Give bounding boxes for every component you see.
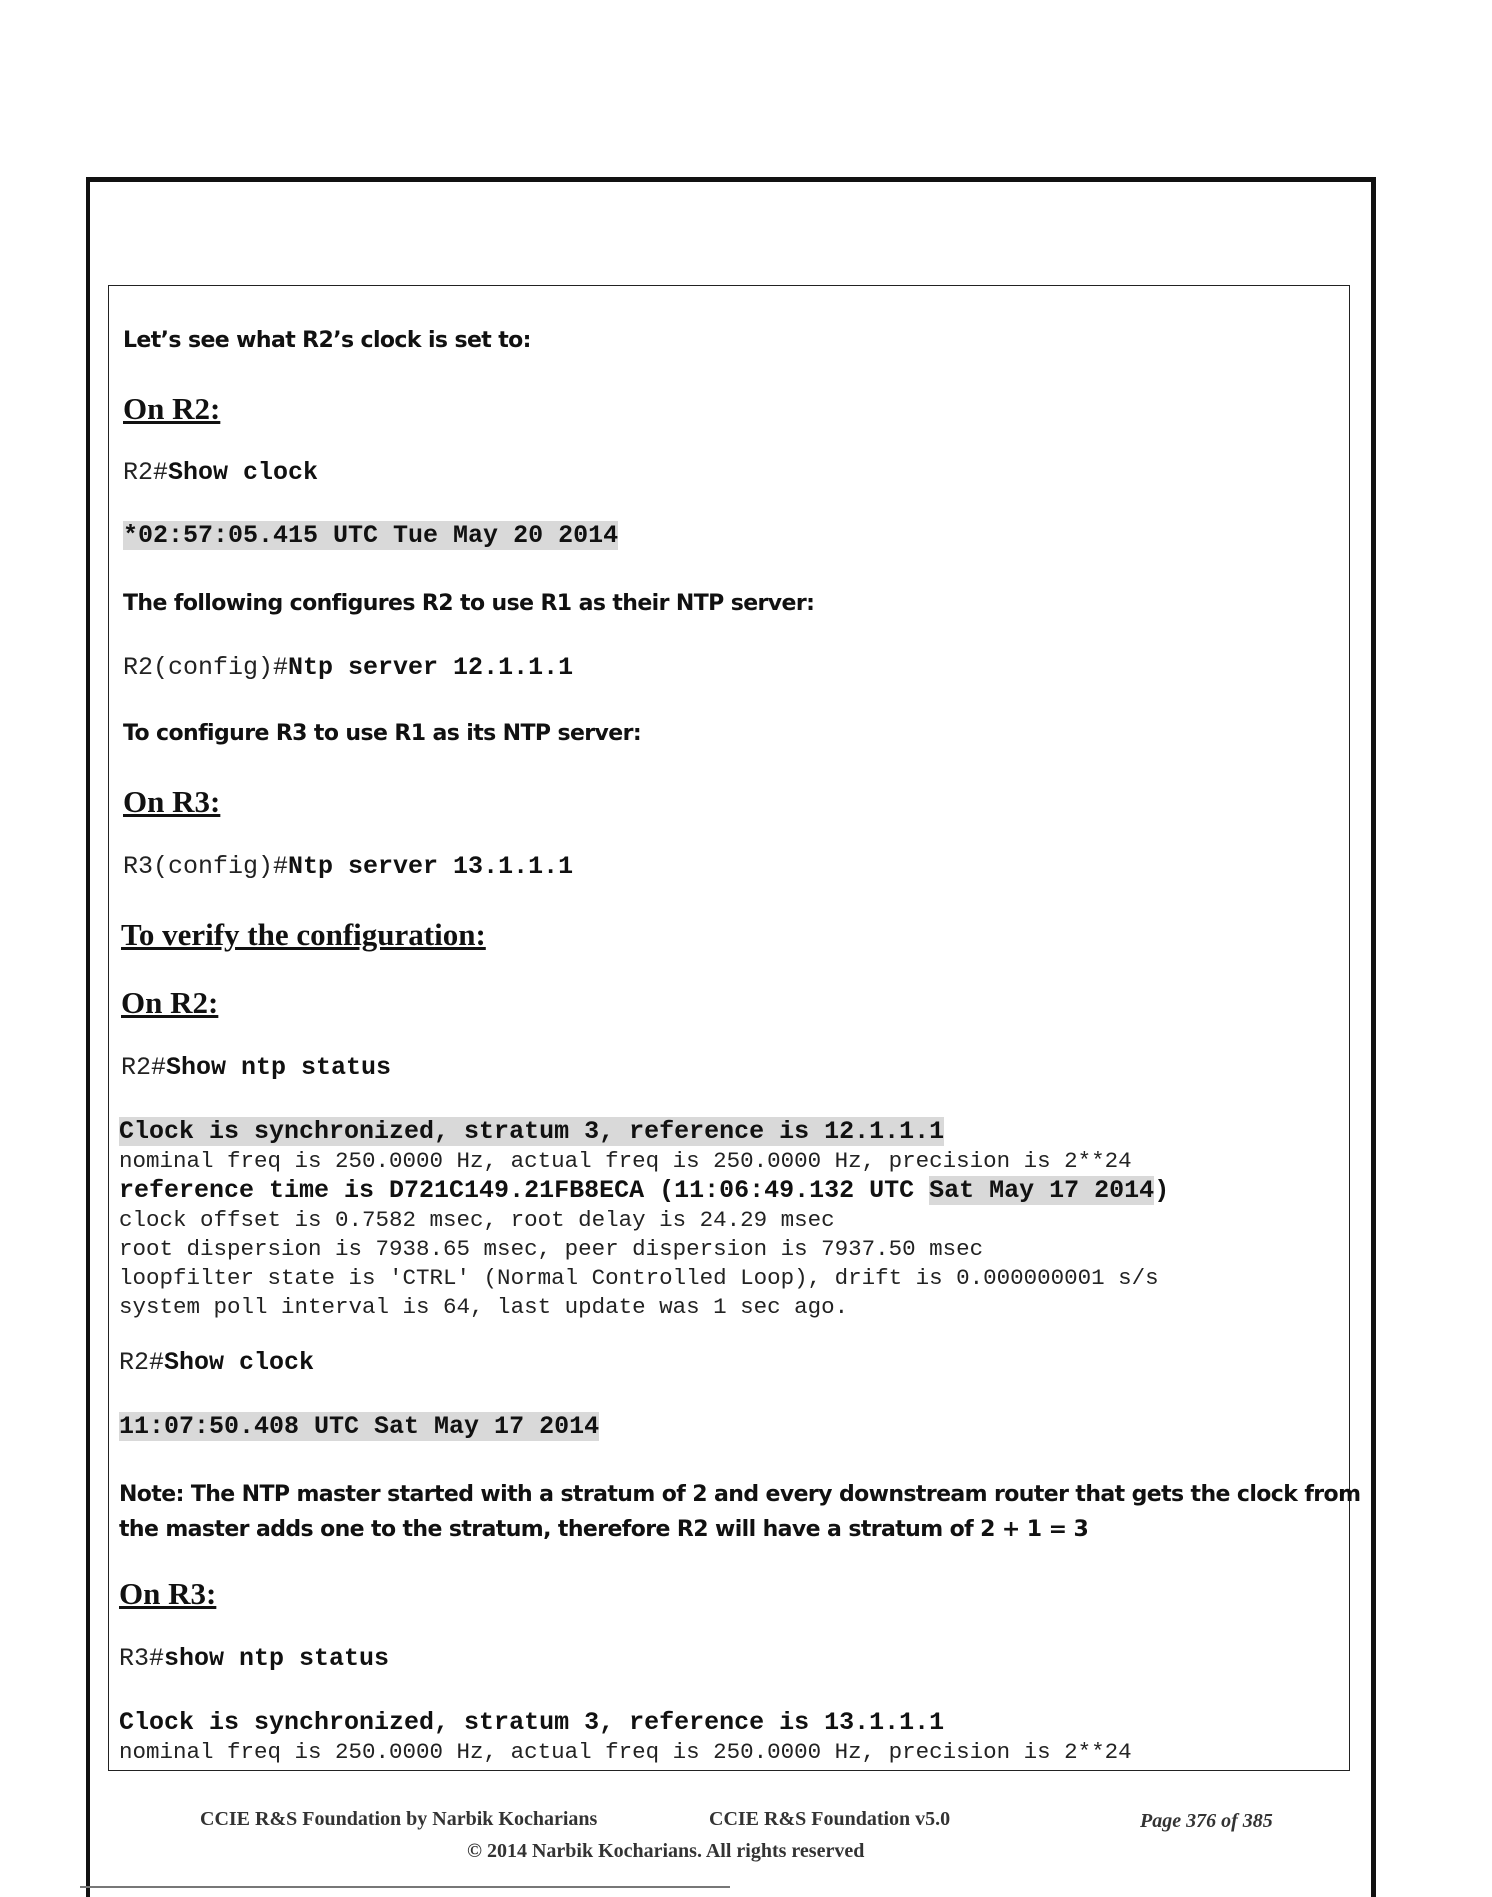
- intro-text: Let’s see what R2’s clock is set to:: [123, 328, 531, 353]
- content-box: [108, 285, 1350, 1771]
- command: show ntp status: [164, 1644, 390, 1673]
- heading-verify: To verify the configuration:: [121, 917, 486, 952]
- ntp-line: clock offset is 0.7582 msec, root delay is 24.29 msec: [119, 1207, 835, 1233]
- ntp-line: reference time is D721C149.21FB8ECA (11:06:49.132 UTC: [119, 1176, 930, 1205]
- clock-output: 11:07:50.408 UTC Sat May 17 2014: [119, 1412, 600, 1441]
- footer-copyright: © 2014 Narbik Kocharians. All rights reserved: [467, 1840, 865, 1862]
- note-line-1: Note: The NTP master started with a stratum of 2 and every downstream router that gets the clock from: [119, 1482, 1361, 1507]
- text-configure-r3: To configure R3 to use R1 as its NTP server:: [123, 721, 642, 746]
- r2-ntp-status-output: [119, 1117, 1169, 1322]
- ntp-line: nominal freq is 250.0000 Hz, actual freq is 250.0000 Hz, precision is 2**24: [119, 1739, 1132, 1765]
- scan-artifact-line: [80, 1886, 730, 1888]
- heading-on-r3-second: On R3:: [119, 1576, 217, 1611]
- r2-show-clock-command-second: [119, 1348, 314, 1377]
- heading-on-r2-second: On R2:: [121, 985, 219, 1020]
- heading-on-r2-first: On R2:: [123, 391, 221, 426]
- heading-on-r3-first: On R3:: [123, 784, 221, 819]
- footer-left: CCIE R&S Foundation by Narbik Kocharians: [200, 1808, 598, 1830]
- command: Ntp server 12.1.1.1: [288, 653, 574, 682]
- ntp-line: Clock is synchronized, stratum 3, reference is 13.1.1.1: [119, 1708, 945, 1737]
- prompt: R3#: [119, 1644, 165, 1673]
- prompt: R3(config)#: [123, 852, 289, 881]
- prompt: R2(config)#: [123, 653, 289, 682]
- command: Show clock: [164, 1348, 315, 1377]
- clock-output: *02:57:05.415 UTC Tue May 20 2014: [123, 521, 619, 550]
- ntp-line: Clock is synchronized, stratum 3, reference is 12.1.1.1: [119, 1117, 945, 1146]
- prompt: R2#: [119, 1348, 165, 1377]
- ntp-line: root dispersion is 7938.65 msec, peer dispersion is 7937.50 msec: [119, 1236, 984, 1262]
- r2-clock-output-second: [119, 1412, 599, 1441]
- ntp-line: nominal freq is 250.0000 Hz, actual freq is 250.0000 Hz, precision is 2**24: [119, 1148, 1132, 1174]
- prompt: R2#: [123, 458, 169, 487]
- ntp-line: loopfilter state is 'CTRL' (Normal Controlled Loop), drift is 0.000000001 s/s: [119, 1265, 1159, 1291]
- note-line-2: the master adds one to the stratum, therefore R2 will have a stratum of 2 + 1 = 3: [119, 1517, 1089, 1542]
- footer-page-number: Page 376 of 385: [1140, 1810, 1273, 1832]
- ntp-line-date: Sat May 17 2014: [929, 1176, 1155, 1205]
- r3-ntp-status-output: [119, 1708, 1132, 1767]
- r2-show-clock-command: [123, 458, 318, 487]
- text-configures-r2: The following configures R2 to use R1 as their NTP server:: [123, 591, 815, 616]
- r2-clock-output-first: [123, 521, 618, 550]
- r3-show-ntp-command: [119, 1644, 389, 1673]
- command: Show clock: [168, 458, 319, 487]
- footer-middle: CCIE R&S Foundation v5.0: [709, 1808, 951, 1830]
- r2-show-ntp-command: [121, 1053, 391, 1082]
- command: Ntp server 13.1.1.1: [288, 852, 574, 881]
- r2-ntp-server-command: [123, 653, 573, 682]
- command: Show ntp status: [166, 1053, 392, 1082]
- prompt: R2#: [121, 1053, 167, 1082]
- ntp-line: system poll interval is 64, last update was 1 sec ago.: [119, 1294, 849, 1320]
- r3-ntp-server-command: [123, 852, 573, 881]
- ntp-line-end: ): [1154, 1176, 1170, 1205]
